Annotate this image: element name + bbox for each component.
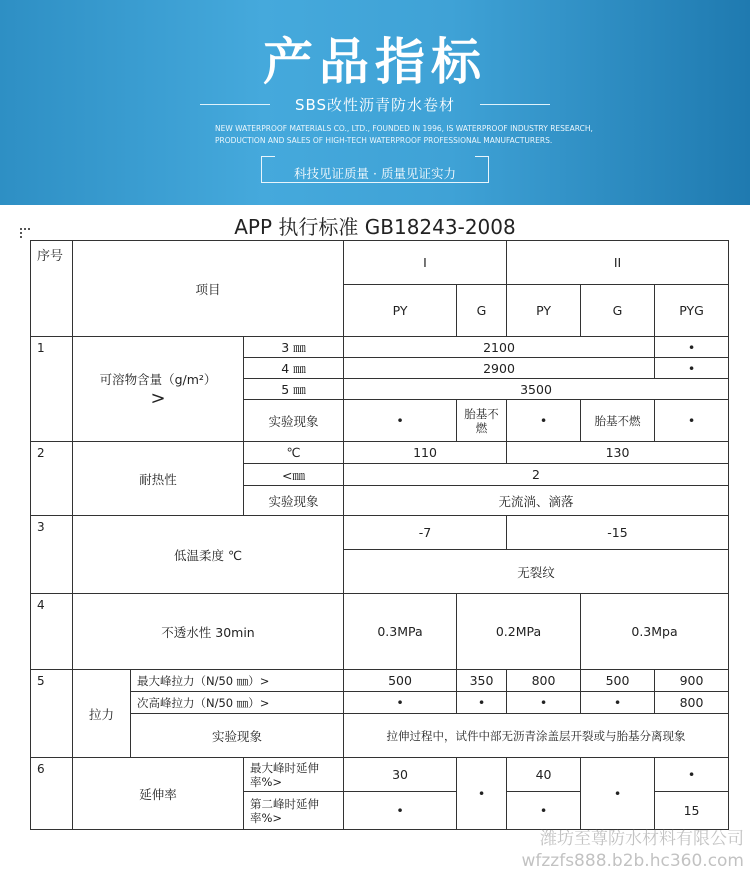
max-tensile-g-1: 350 (457, 670, 507, 692)
value-3mm: 2100 (344, 337, 655, 358)
col-pyg: PYG (655, 285, 729, 337)
flex-value-1: -7 (344, 516, 507, 550)
header-group-2: II (507, 241, 729, 285)
elong-g-1: • (457, 758, 507, 830)
obs-g-2: 胎基不燃 (581, 400, 655, 442)
table-row (31, 670, 729, 692)
sub-second-elongation: 第二峰时延伸率%> (244, 792, 344, 830)
sub-mm: <㎜ (244, 464, 344, 486)
header-banner (0, 0, 750, 205)
row-label-flex: 低温柔度 ℃ (73, 516, 344, 594)
row-label-impermeability: 不透水性 30min (73, 594, 344, 670)
company-intro-english (215, 123, 655, 147)
obs-pyg: • (655, 400, 729, 442)
sub-second-tensile: 次高峰拉力（N/50 ㎜）> (131, 692, 344, 714)
spec-table (30, 240, 729, 830)
table-row (31, 714, 729, 758)
max-tensile-pyg: 900 (655, 670, 729, 692)
max-elong-pyg: • (655, 758, 729, 792)
obs-g-1: 胎基不燃 (457, 400, 507, 442)
second-elong-py-1: • (344, 792, 457, 830)
col-g-1: G (457, 285, 507, 337)
header-item: 项目 (73, 241, 344, 337)
sub-max-tensile: 最大峰拉力（N/50 ㎜）> (131, 670, 344, 692)
header-seq: 序号 (31, 241, 73, 337)
value-3mm-pyg: • (655, 337, 729, 358)
sub-max-elongation: 最大峰时延伸率%> (244, 758, 344, 792)
sub-temp: ℃ (244, 442, 344, 464)
row-label-heat: 耐热性 (73, 442, 244, 516)
max-tensile-py-2: 800 (507, 670, 581, 692)
crop-mark-icon (20, 228, 30, 238)
second-elong-py-2: • (507, 792, 581, 830)
table-row (31, 692, 729, 714)
flex-value-2: -15 (507, 516, 729, 550)
watermark (521, 828, 744, 872)
soluble-label-text: 可溶物含量（g/m²） (99, 371, 217, 387)
row-index: 6 (31, 758, 73, 830)
row-index: 3 (31, 516, 73, 594)
row-index: 4 (31, 594, 73, 670)
sub-observation: 实验现象 (244, 400, 344, 442)
row-label-elongation: 延伸率 (73, 758, 244, 830)
second-tensile-pyg: 800 (655, 692, 729, 714)
table-row (31, 337, 729, 358)
elong-g-2: • (581, 758, 655, 830)
flex-observation: 无裂纹 (344, 550, 729, 594)
value-5mm: 3500 (344, 379, 729, 400)
value-4mm: 2900 (344, 358, 655, 379)
header-group-1: I (344, 241, 507, 285)
table-row (31, 516, 729, 550)
row-label-tensile: 拉力 (73, 670, 131, 758)
sub-4mm: 4 ㎜ (244, 358, 344, 379)
table-row (31, 594, 729, 670)
product-subtitle: SBS改性沥青防水卷材 (294, 96, 456, 114)
heat-temp-2: 130 (507, 442, 729, 464)
company-intro-line-1: NEW WATERPROOF MATERIALS CO., LTD., FOUNDED IN 1996, IS WATERPROOF INDUSTRY RESEARCH, (215, 124, 593, 133)
row-index: 2 (31, 442, 73, 516)
imperm-value-1: 0.3MPa (344, 594, 457, 670)
tensile-observation: 拉伸过程中，试件中部无沥青涂盖层开裂或与胎基分离现象 (344, 714, 729, 758)
heat-observation: 无流淌、滴落 (344, 486, 729, 516)
imperm-value-2: 0.2MPa (457, 594, 581, 670)
company-intro-line-2: PRODUCTION AND SALES OF HIGH-TECH WATERPROOF PROFESSIONAL MANUFACTURERS. (215, 136, 553, 145)
second-tensile-py-1: • (344, 692, 457, 714)
table-row (31, 442, 729, 464)
soluble-symbol: > (150, 387, 166, 409)
max-tensile-g-2: 500 (581, 670, 655, 692)
page-title: 产品指标 (263, 33, 487, 91)
sub-3mm: 3 ㎜ (244, 337, 344, 358)
table-row (31, 241, 729, 285)
obs-py-2: • (507, 400, 581, 442)
standard-title: APP 执行标准 GB18243-2008 (234, 215, 516, 239)
obs-py-1: • (344, 400, 457, 442)
max-elong-py-2: 40 (507, 758, 581, 792)
heat-temp-1: 110 (344, 442, 507, 464)
col-py-1: PY (344, 285, 457, 337)
row-index: 1 (31, 337, 73, 442)
sub-observation: 实验现象 (131, 714, 344, 758)
second-tensile-g-2: • (581, 692, 655, 714)
max-tensile-py-1: 500 (344, 670, 457, 692)
col-g-2: G (581, 285, 655, 337)
max-elong-py-1: 30 (344, 758, 457, 792)
watermark-url: wfzzfs888.b2b.hc360.com (521, 851, 744, 871)
slogan: 科技见证质量 · 质量见证实力 (294, 166, 456, 181)
imperm-value-3: 0.3Mpa (581, 594, 729, 670)
sub-observation: 实验现象 (244, 486, 344, 516)
second-elong-pyg: 15 (655, 792, 729, 830)
second-tensile-g-1: • (457, 692, 507, 714)
row-index: 5 (31, 670, 73, 758)
watermark-company: 潍坊至尊防水材料有限公司 (540, 829, 744, 849)
heat-mm: 2 (344, 464, 729, 486)
sub-5mm: 5 ㎜ (244, 379, 344, 400)
col-py-2: PY (507, 285, 581, 337)
second-tensile-py-2: • (507, 692, 581, 714)
table-row (31, 758, 729, 792)
row-label-soluble (73, 337, 244, 442)
value-4mm-pyg: • (655, 358, 729, 379)
